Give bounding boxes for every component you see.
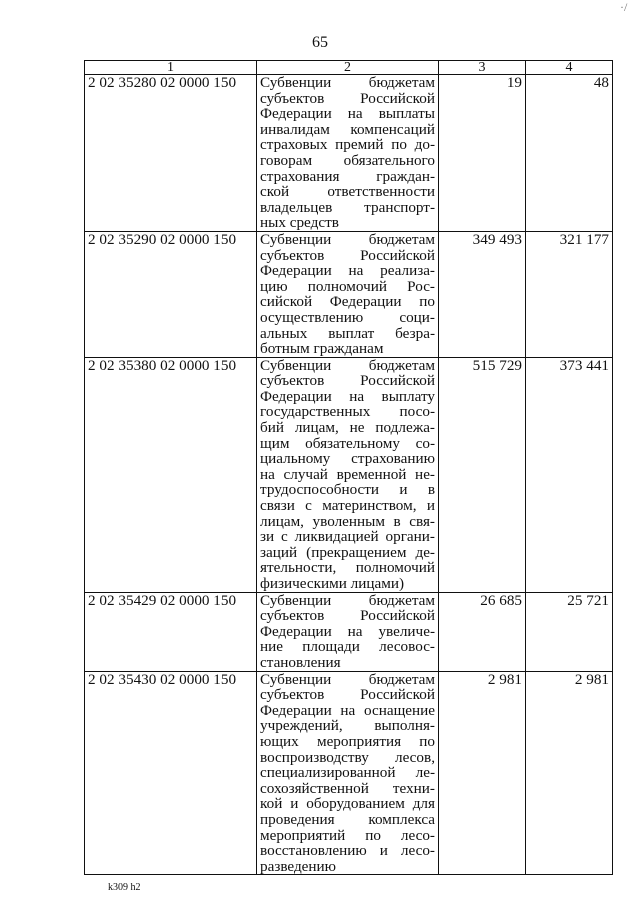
- description-line: государственных посо-: [260, 403, 435, 421]
- description-line: осуществлению соци-: [260, 308, 435, 326]
- description-line: говорам обязательного: [260, 151, 435, 169]
- description-line: ние площади лесовос-: [260, 638, 435, 656]
- description-line: субъектов Российской: [260, 246, 435, 264]
- table-row: [85, 75, 613, 232]
- description-cell: [257, 75, 439, 232]
- description-line: трудоспособности и в: [260, 481, 435, 499]
- header-col-1: 1: [85, 61, 257, 75]
- description-line: ных средств: [260, 214, 339, 232]
- description-line: ятельности, полномочий: [260, 559, 435, 577]
- description-line: страхования граждан-: [260, 167, 435, 185]
- description-line: Субвенции бюджетам: [260, 230, 435, 248]
- description-line: ющих мероприятия по: [260, 732, 435, 750]
- table-row: [85, 357, 613, 592]
- description-line: Федерации на оснащение: [260, 701, 435, 719]
- value-col-3: 515 729: [439, 357, 526, 592]
- description-line: Федерации на выплату: [260, 387, 435, 405]
- budget-table: [84, 60, 613, 875]
- description-line: связи с материнством, и: [260, 497, 435, 515]
- description-line: заций (прекращением де-: [260, 543, 435, 561]
- description-line: ской ответственности: [260, 183, 435, 201]
- table-row: [85, 592, 613, 671]
- value-col-4: 373 441: [526, 357, 613, 592]
- description-line: альных выплат безра-: [260, 324, 435, 342]
- description-line: бий лицам, не подлежа-: [260, 419, 435, 437]
- description-line: учреждений, выполня-: [260, 717, 435, 735]
- description-line: субъектов Российской: [260, 686, 435, 704]
- description-line: ботным гражданам: [260, 340, 384, 358]
- description-line: зи с ликвидацией органи-: [260, 528, 435, 546]
- description-line: специализированной ле-: [260, 764, 435, 782]
- description-line: лицам, уволенным в свя-: [260, 512, 435, 530]
- description-line: страховых премий по до-: [260, 136, 435, 154]
- table-header-row: [85, 61, 613, 75]
- description-line: циальному страхованию: [260, 450, 435, 468]
- description-line: Субвенции бюджетам: [260, 74, 435, 91]
- value-col-3: 19: [439, 75, 526, 232]
- description-line: разведению: [260, 857, 337, 875]
- description-line: Субвенции бюджетам: [260, 591, 435, 609]
- value-col-4: 2 981: [526, 671, 613, 875]
- budget-code-cell: 2 02 35430 02 0000 150: [85, 671, 257, 875]
- corner-mark: ·/: [620, 0, 628, 14]
- description-line: проведения комплекса: [260, 810, 435, 828]
- description-cell: [257, 592, 439, 671]
- budget-code-cell: 2 02 35429 02 0000 150: [85, 592, 257, 671]
- description-cell: [257, 671, 439, 875]
- description-line: кой и оборудованием для: [260, 795, 435, 813]
- table-row: [85, 671, 613, 875]
- description-line: Федерации на реализа-: [260, 262, 435, 280]
- description-line: цию полномочий Рос-: [260, 277, 435, 295]
- description-line: Субвенции бюджетам: [260, 356, 435, 374]
- description-line: физическими лицами): [260, 575, 405, 592]
- header-col-4: 4: [526, 61, 613, 75]
- description-line: становления: [260, 653, 341, 671]
- value-col-4: 321 177: [526, 231, 613, 357]
- description-cell: [257, 357, 439, 592]
- description-line: Федерации на выплаты: [260, 105, 435, 123]
- header-col-3: 3: [439, 61, 526, 75]
- description-line: Субвенции бюджетам: [260, 670, 435, 688]
- header-col-2: 2: [257, 61, 439, 75]
- footer-code: k309 h2: [108, 882, 141, 893]
- budget-code-cell: 2 02 35290 02 0000 150: [85, 231, 257, 357]
- table-row: [85, 231, 613, 357]
- value-col-3: 26 685: [439, 592, 526, 671]
- budget-code-cell: 2 02 35380 02 0000 150: [85, 357, 257, 592]
- description-line: субъектов Российской: [260, 607, 435, 625]
- description-line: субъектов Российской: [260, 372, 435, 390]
- description-line: сийской Федерации по: [260, 293, 435, 311]
- description-line: субъектов Российской: [260, 89, 435, 107]
- description-line: владельцев транспорт-: [260, 198, 435, 216]
- page-number: 65: [312, 34, 328, 51]
- description-line: мероприятий по лесо-: [260, 826, 435, 844]
- description-line: восстановлению и лесо-: [260, 842, 435, 860]
- description-line: воспроизводству лесов,: [260, 748, 435, 766]
- value-col-3: 349 493: [439, 231, 526, 357]
- description-line: инвалидам компенсаций: [260, 120, 435, 138]
- description-line: на случай временной не-: [260, 465, 435, 483]
- description-line: щим обязательному со-: [260, 434, 435, 452]
- description-line: сохозяйственной техни-: [260, 779, 435, 797]
- value-col-3: 2 981: [439, 671, 526, 875]
- description-cell: [257, 231, 439, 357]
- value-col-4: 25 721: [526, 592, 613, 671]
- description-line: Федерации на увеличе-: [260, 622, 435, 640]
- budget-code-cell: 2 02 35280 02 0000 150: [85, 75, 257, 232]
- value-col-4: 48: [526, 75, 613, 232]
